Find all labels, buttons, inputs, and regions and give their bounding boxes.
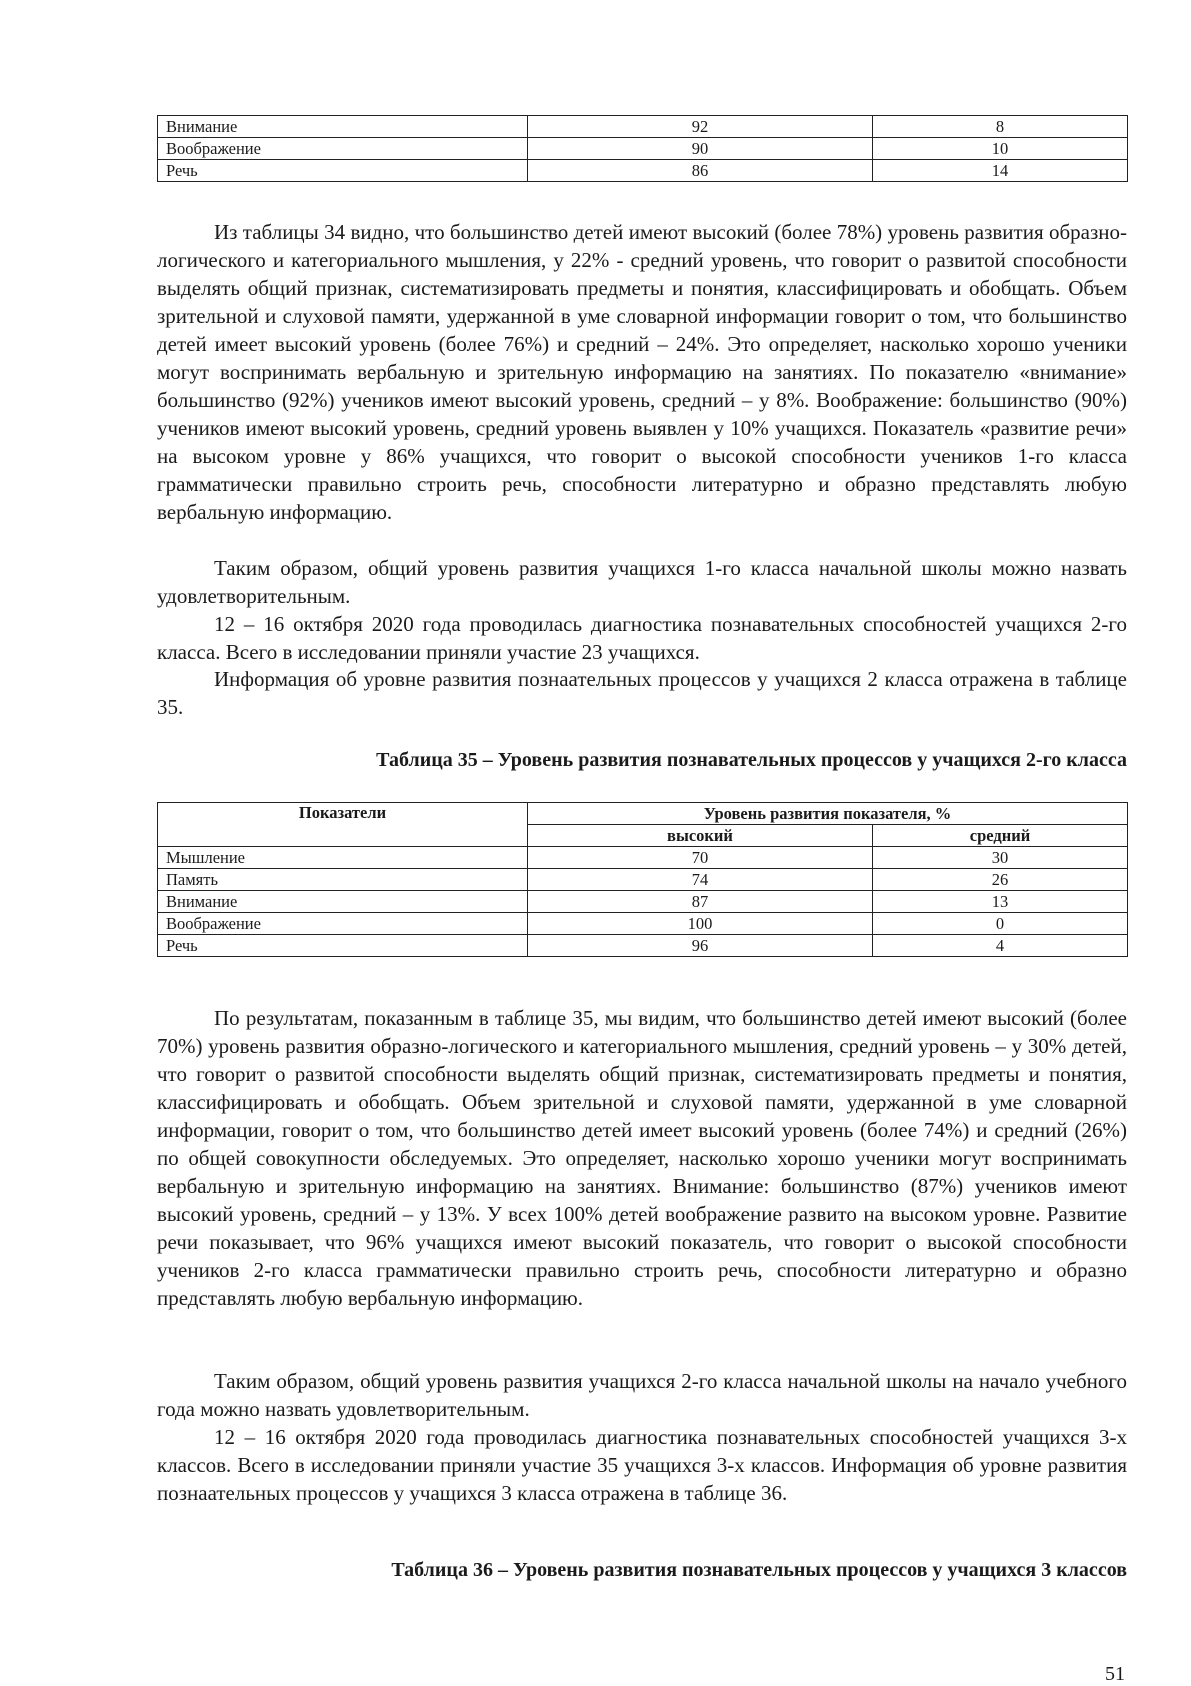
row-label: Воображение bbox=[158, 138, 528, 160]
high-value: 86 bbox=[528, 160, 873, 182]
paragraph-grade3-diagnostics bbox=[157, 1423, 1127, 1507]
row-label: Мышление bbox=[158, 847, 528, 869]
high-value: 87 bbox=[528, 891, 873, 913]
row-label: Внимание bbox=[158, 116, 528, 138]
table-header-row bbox=[158, 803, 1128, 825]
paragraph-text: Информация об уровне развития познаательных процессов у учащихся 2 класса отражена в таблице 35. bbox=[157, 667, 1127, 719]
table-row bbox=[158, 847, 1128, 869]
high-value: 92 bbox=[528, 116, 873, 138]
medium-value: 10 bbox=[873, 138, 1128, 160]
medium-value: 30 bbox=[873, 847, 1128, 869]
paragraph-text: По результатам, показанным в таблице 35, мы видим, что большинство детей имеют высокий (более 70%) уровень развития образно-логического и категориального мышления, средний уровень – у 30% детей, что говорит о развитой способности выделять общий признак, систематизировать предметы и понятия, классифицировать и обобщать. Объем зрительной и слуховой памяти, удержанной в уме словарной информации, говорит о том, что большинство детей имеет высокий уровень (более 74%) и средний (26%) по общей совокупности обследуемых. Это определяет, насколько хорошо ученики могут воспринимать вербальную и зрительную информацию на занятиях. Внимание: большинство (87%) учеников имеют высокий уровень, средний – у 13%. У всех 100% детей воображение развито на высоком уровне. Развитие речи показывает, что 96% учащихся имеют высокий показатель, что говорит о высокой способности учеников 2-го класса грамматически правильно строить речь, способности литературно и образно представлять любую вербальную информацию. bbox=[157, 1006, 1127, 1310]
paragraph-grade1-conclusion bbox=[157, 554, 1127, 610]
table-36-caption: Таблица 36 – Уровень развития познавательных процессов у учащихся 3 классов bbox=[391, 1559, 1127, 1581]
paragraph-table34-analysis bbox=[157, 218, 1127, 526]
high-value: 96 bbox=[528, 935, 873, 957]
high-value: 90 bbox=[528, 138, 873, 160]
header-medium: средний bbox=[873, 825, 1128, 847]
medium-value: 13 bbox=[873, 891, 1128, 913]
high-value: 70 bbox=[528, 847, 873, 869]
table-35-caption: Таблица 35 – Уровень развития познавательных процессов у учащихся 2-го класса bbox=[376, 749, 1127, 771]
paragraph-table35-intro bbox=[157, 665, 1127, 721]
paragraph-grade2-conclusion bbox=[157, 1367, 1127, 1423]
paragraph-text: 12 – 16 октября 2020 года проводилась диагностика познавательных способностей учащихся 2-го класса. Всего в исследовании приняли участие 23 учащихся. bbox=[157, 612, 1127, 664]
row-label: Воображение bbox=[158, 913, 528, 935]
table-row bbox=[158, 138, 1128, 160]
medium-value: 8 bbox=[873, 116, 1128, 138]
paragraph-text: Таким образом, общий уровень развития учащихся 1-го класса начальной школы можно назвать удовлетворительным. bbox=[157, 556, 1127, 608]
table-35 bbox=[157, 802, 1128, 957]
row-label: Речь bbox=[158, 160, 528, 182]
page-number: 51 bbox=[1105, 1663, 1125, 1685]
medium-value: 26 bbox=[873, 869, 1128, 891]
high-value: 100 bbox=[528, 913, 873, 935]
table-row bbox=[158, 935, 1128, 957]
header-level: Уровень развития показателя, % bbox=[528, 803, 1128, 825]
paragraph-text: 12 – 16 октября 2020 года проводилась диагностика познавательных способностей учащихся 3-х классов. Всего в исследовании приняли участие 35 учащихся 3-х классов. Информация об уровне развития познаательных процессов у учащихся 3 класса отражена в таблице 36. bbox=[157, 1425, 1127, 1505]
medium-value: 0 bbox=[873, 913, 1128, 935]
row-label: Речь bbox=[158, 935, 528, 957]
medium-value: 14 bbox=[873, 160, 1128, 182]
header-high: высокий bbox=[528, 825, 873, 847]
high-value: 74 bbox=[528, 869, 873, 891]
medium-value: 4 bbox=[873, 935, 1128, 957]
table-row bbox=[158, 160, 1128, 182]
row-label: Память bbox=[158, 869, 528, 891]
table-row bbox=[158, 869, 1128, 891]
table-row bbox=[158, 891, 1128, 913]
header-indicators: Показатели bbox=[158, 803, 528, 847]
row-label: Внимание bbox=[158, 891, 528, 913]
paragraph-text: Из таблицы 34 видно, что большинство детей имеют высокий (более 78%) уровень развития образно-логического и категориального мышления, у 22% - средний уровень, что говорит о развитой способности выделять общий признак, систематизировать предметы и понятия, классифицировать и обобщать. Объем зрительной и слуховой памяти, удержанной в уме словарной информации говорит о том, что большинство детей имеет высокий уровень (более 76%) и средний – 24%. Это определяет, насколько хорошо ученики могут воспринимать вербальную и зрительную информацию на занятиях. По показателю «внимание» большинство (92%) учеников имеют высокий уровень, средний – у 8%. Воображение: большинство (90%) учеников имеют высокий уровень, средний уровень выявлен у 10% учащихся. Показатель «развитие речи» на высоком уровне у 86% учащихся, что говорит о высокой способности учеников 1-го класса грамматически правильно строить речь, способности литературно и образно представлять любую вербальную информацию. bbox=[157, 220, 1127, 524]
table-row bbox=[158, 913, 1128, 935]
paragraph-table35-analysis bbox=[157, 1004, 1127, 1312]
table-row bbox=[158, 116, 1128, 138]
paragraph-text: Таким образом, общий уровень развития учащихся 2-го класса начальной школы на начало учебного года можно назвать удовлетворительным. bbox=[157, 1369, 1127, 1421]
table-34-continuation bbox=[157, 115, 1128, 182]
paragraph-grade2-diagnostics bbox=[157, 610, 1127, 666]
